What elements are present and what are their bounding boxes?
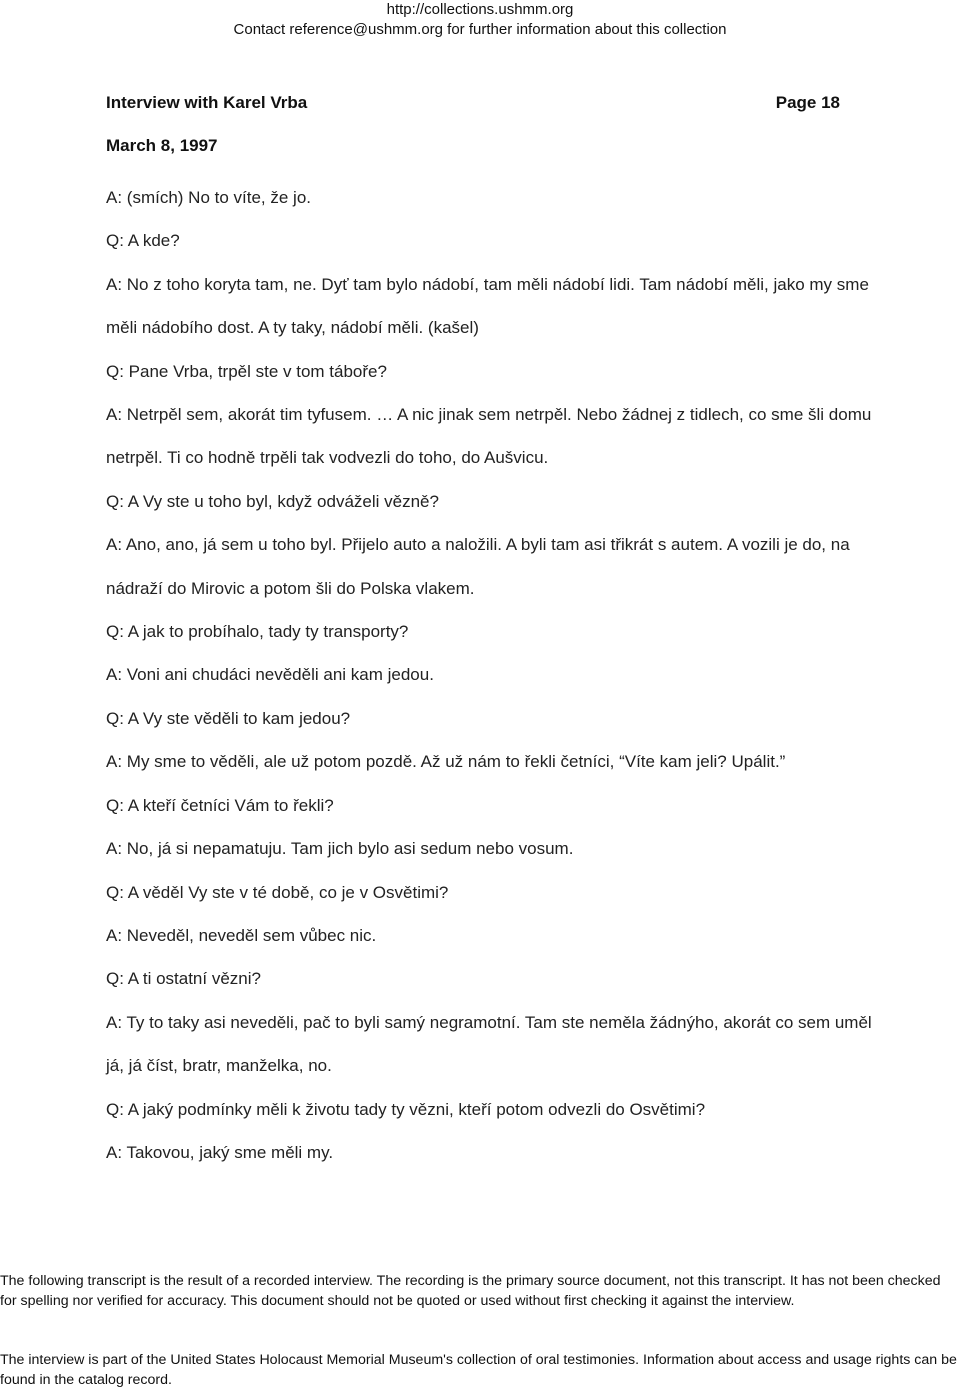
transcript-line: A: Ano, ano, já sem u toho byl. Přijelo auto a naložili. A byli tam asi třikrát s autem. A vozili je do, na nádraží do Mirovic a potom šli do Polska vlakem. [106, 535, 850, 598]
transcript-body [106, 176, 876, 1174]
transcript-line: A: No, já si nepamatuju. Tam jich bylo asi sedum nebo vosum. [106, 839, 574, 859]
transcript-line: A: Neveděl, neveděl sem vůbec nic. [106, 925, 377, 945]
transcript-line: Q: Pane Vrba, trpěl ste v tom táboře? [106, 361, 387, 381]
footer-collection-note: The interview is part of the United States Holocaust Memorial Museum's collection of oral testimonies. Information about access and usage rights can be found in the catalog record. [0, 1352, 957, 1388]
transcript-line: Q: A Vy ste věděli to kam jedou? [106, 708, 351, 728]
transcript-line: Q: A věděl Vy ste v té době, co je v Osvětimi? [106, 882, 449, 902]
page-number: Page 18 [775, 93, 840, 112]
transcript-line: A: Voni ani chudáci nevěděli ani kam jedou. [106, 665, 434, 685]
transcript-line: A: My sme to věděli, ale už potom pozdě. Až už nám to řekli četníci, “Víte kam jeli? Upálit.” [106, 752, 786, 772]
transcript-line: Q: A kteří četníci Vám to řekli? [106, 795, 334, 815]
document-title-row [106, 93, 840, 115]
interview-date: March 8, 1997 [106, 136, 218, 155]
transcript-line: Q: A kde? [106, 231, 180, 251]
page-header [0, 0, 960, 40]
document-title: Interview with Karel Vrba [106, 93, 308, 112]
transcript-line: Q: A Vy ste u toho byl, když odváželi vězně? [106, 491, 439, 511]
transcript-line: Q: A jaký podmínky měli k životu tady ty vězni, kteří potom odvezli do Osvětimi? [106, 1099, 706, 1119]
contact-line: Contact reference@ushmm.org for further information about this collection [233, 21, 727, 38]
footer-disclaimer: The following transcript is the result of a recorded interview. The recording is the primary source document, not this transcript. It has not been checked for spelling nor verified for accuracy. This document should not be quoted or used without first checking it against the interview. [0, 1273, 941, 1309]
collection-url: http://collections.ushmm.org [386, 1, 574, 18]
transcript-line: A: No z toho koryta tam, ne. Dyť tam bylo nádobí, tam měli nádobí lidi. Tam nádobí měli, jako my sme měli nádobího dost. A ty taky, nádobí měli. (kašel) [106, 274, 869, 338]
transcript-line: A: Ty to taky asi neveděli, pač to byli samý negramotní. Tam ste neměla žádnýho, akorát co sem uměl já, já číst, bratr, manželka, no. [106, 1012, 872, 1076]
transcript-line: Q: A ti ostatní vězni? [106, 969, 261, 989]
transcript-line: A: Netrpěl sem, akorát tim tyfusem. … A nic jinak sem netrpěl. Nebo žádnej z tidlech, co sme šli domu netrpěl. Ti co hodně trpěli tak vodvezli do toho, do Aušvicu. [106, 405, 872, 468]
transcript-line: A: (smích) No to víte, že jo. [106, 188, 312, 207]
transcript-line: A: Takovou, jaký sme měli my. [106, 1142, 334, 1162]
transcript-line: Q: A jak to probíhalo, tady ty transporty? [106, 622, 409, 642]
